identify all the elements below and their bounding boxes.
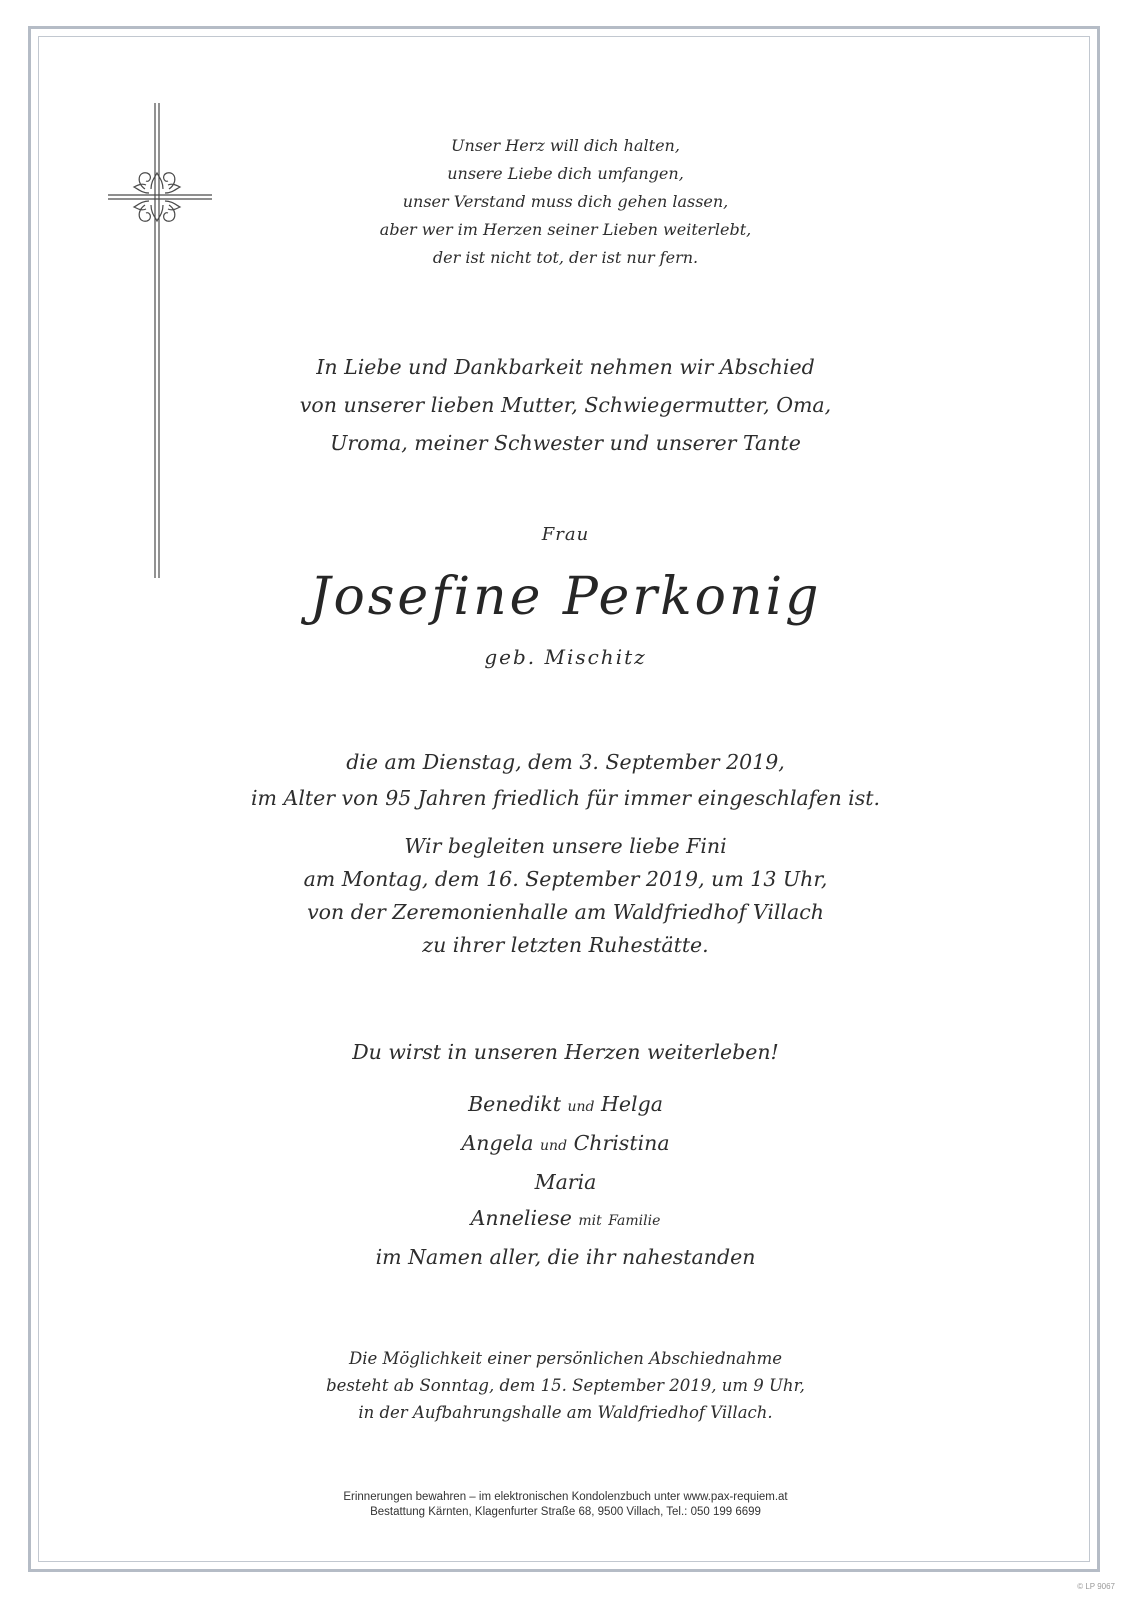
deceased-title: Frau <box>541 524 590 545</box>
death-notice-line: im Alter von 95 Jahren friedlich für immer eingeschlafen ist. <box>251 786 880 810</box>
funeral-line: von der Zeremonienhalle am Waldfriedhof Villach <box>307 900 824 924</box>
viewing-line: besteht ab Sonntag, dem 15. September 2019, um 9 Uhr, <box>326 1376 805 1395</box>
death-notice <box>150 744 981 816</box>
family-member: Benedikt und Helga <box>468 1092 663 1116</box>
farewell-intro <box>150 348 981 462</box>
deceased-name: Josefine Perkonig <box>309 567 822 627</box>
poem-line: der ist nicht tot, der ist nur fern. <box>432 248 699 267</box>
intro-line: In Liebe und Dankbarkeit nehmen wir Abschied <box>316 355 815 379</box>
family-list <box>150 1086 981 1239</box>
poem-line: Unser Herz will dich halten, <box>451 136 680 155</box>
poem-verse <box>150 132 981 272</box>
deceased-maiden-name: geb. Mischitz <box>484 645 647 669</box>
family-member: Angela und Christina <box>461 1131 670 1155</box>
funeral-details <box>150 830 981 962</box>
footer-address-line: Bestattung Kärnten, Klagenfurter Straße 68, 9500 Villach, Tel.: 050 199 6699 <box>370 1506 761 1518</box>
viewing-line: in der Aufbahrungshalle am Waldfriedhof Villach. <box>358 1403 773 1422</box>
family-member: Maria <box>534 1170 597 1194</box>
funeral-home-footer <box>150 1490 981 1520</box>
closing-wish: Du wirst in unseren Herzen weiterleben! <box>352 1040 779 1064</box>
print-code: © LP 9067 <box>1077 1582 1115 1591</box>
funeral-line: Wir begleiten unsere liebe Fini <box>404 834 727 858</box>
viewing-line: Die Möglichkeit einer persönlichen Abschiednahme <box>348 1349 783 1368</box>
intro-line: Uroma, meiner Schwester und unserer Tante <box>330 431 801 455</box>
poem-line: aber wer im Herzen seiner Lieben weiterlebt, <box>379 220 752 239</box>
intro-line: von unserer lieben Mutter, Schwiegermutter, Oma, <box>299 393 832 417</box>
footer-condolence-line: Erinnerungen bewahren – im elektronischen Kondolenzbuch unter www.pax-requiem.at <box>343 1491 788 1503</box>
poem-line: unsere Liebe dich umfangen, <box>447 164 684 183</box>
funeral-line: am Montag, dem 16. September 2019, um 13 Uhr, <box>303 867 828 891</box>
family-member: Anneliese mit Familie <box>470 1206 661 1230</box>
signoff-line: im Namen aller, die ihr nahestanden <box>375 1245 756 1269</box>
death-notice-line: die am Dienstag, dem 3. September 2019, <box>346 750 785 774</box>
poem-line: unser Verstand muss dich gehen lassen, <box>402 192 729 211</box>
funeral-line: zu ihrer letzten Ruhestätte. <box>422 933 709 957</box>
viewing-notice <box>150 1345 981 1426</box>
